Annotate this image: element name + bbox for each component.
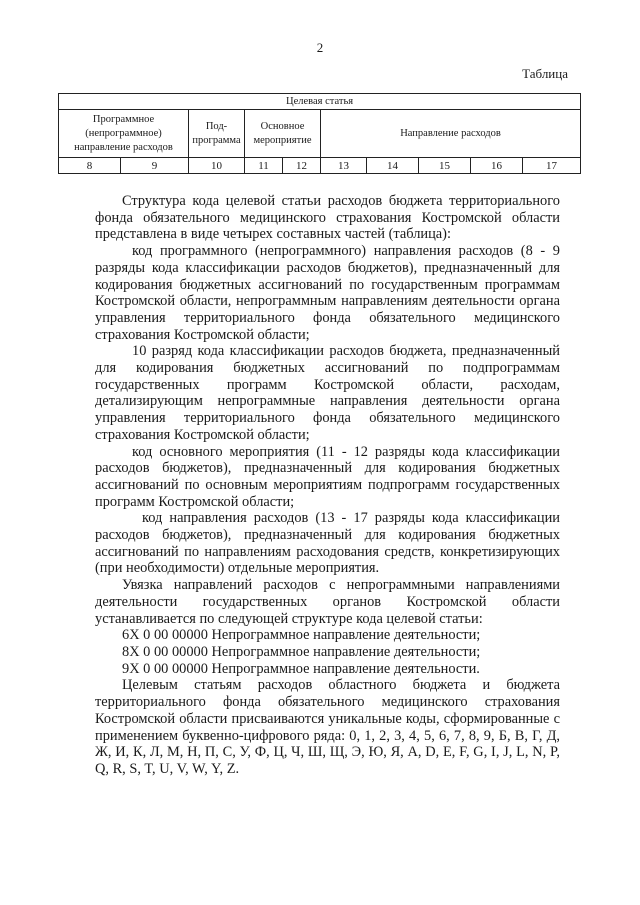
digit-cell: 13 <box>321 158 367 174</box>
header-main-activity: Основное мероприятие <box>245 110 321 158</box>
table-caption: Таблица <box>522 66 568 81</box>
paragraph-program-code: код программного (непрограммного) направления расходов (8 - 9 разряды кода классификации расходов бюджетов), предназначенный для кодирования бюджетных ассигнований по государственным программам Костромской области, непрограммным направлениям деятельности органа управления территориального фонда обязательного медицинского страхования Костромской области; <box>95 243 560 343</box>
digit-cell: 17 <box>523 158 581 174</box>
digit-cell: 10 <box>189 158 245 174</box>
header-expense-direction: Направление расходов <box>321 110 581 158</box>
header-subprogram: Под- программа <box>189 110 245 158</box>
paragraph-unique-codes: Целевым статьям расходов областного бюджета и бюджета территориального фонда обязательного медицинского страхования Костромской области присваиваются уникальные коды, сформированные с применением буквенно-цифрового ряда: 0, 1, 2, 3, 4, 5, 6, 7, 8, 9, Б, В, Г, Д, Ж, И, К, Л, М, Н, П, С, У, Ф, Ц, Ч, Ш, Щ, Э, Ю, Я, A, D, E, F, G, I, J, L, N, P, Q, R, S, T, U, V, W, Y, Z. <box>95 677 560 777</box>
digit-cell: 16 <box>471 158 523 174</box>
digit-cell: 8 <box>59 158 121 174</box>
header-target-article: Целевая статья <box>59 94 581 110</box>
page-number: 2 <box>316 40 324 55</box>
target-article-code-table <box>58 93 581 174</box>
digit-cell: 14 <box>367 158 419 174</box>
paragraph-expense-direction-code: код направления расходов (13 - 17 разряды кода классификации расходов бюджетов), предназначенный для кодирования бюджетных ассигнований по направлениям расходования средств, конкретизирующих (при необходимости) отдельные мероприятия. <box>95 510 560 577</box>
paragraph-subprogram-digit: 10 разряд кода классификации расходов бюджета, предназначенный для кодирования бюджетных ассигнований по подпрограммам государственных программ Костромской области, расходам, детализирующим непрограммные направления деятельности органа управления территориального фонда обязательного медицинского страхования Костромской области; <box>95 343 560 443</box>
digit-cell: 12 <box>283 158 321 174</box>
code-line-6x: 6Х 0 00 00000 Непрограммное направление деятельности; <box>122 627 481 644</box>
digit-cell: 9 <box>121 158 189 174</box>
paragraph-main-activity-code: код основного мероприятия (11 - 12 разряды кода классификации расходов бюджетов), предназначенный для кодирования бюджетных ассигнований по основным мероприятиям подпрограмм государственных программ Костромской области; <box>95 443 560 510</box>
code-line-9x: 9Х 0 00 00000 Непрограммное направление деятельности. <box>122 660 480 677</box>
paragraph-linkage: Увязка направлений расходов с непрограммными направлениями деятельности государственных органов Костромской области устанавливается по следующей структуре кода целевой статьи: <box>95 577 560 627</box>
body-text <box>95 193 560 778</box>
paragraph-structure: Структура кода целевой статьи расходов бюджета территориального фонда обязательного медицинского страхования Костромской области представлена в виде четырех составных частей (таблица): <box>95 193 560 243</box>
header-program-direction: Программное (непрограммное) направление расходов <box>59 110 189 158</box>
digit-cell: 11 <box>245 158 283 174</box>
code-line-8x: 8Х 0 00 00000 Непрограммное направление деятельности; <box>122 643 481 660</box>
digit-cell: 15 <box>419 158 471 174</box>
